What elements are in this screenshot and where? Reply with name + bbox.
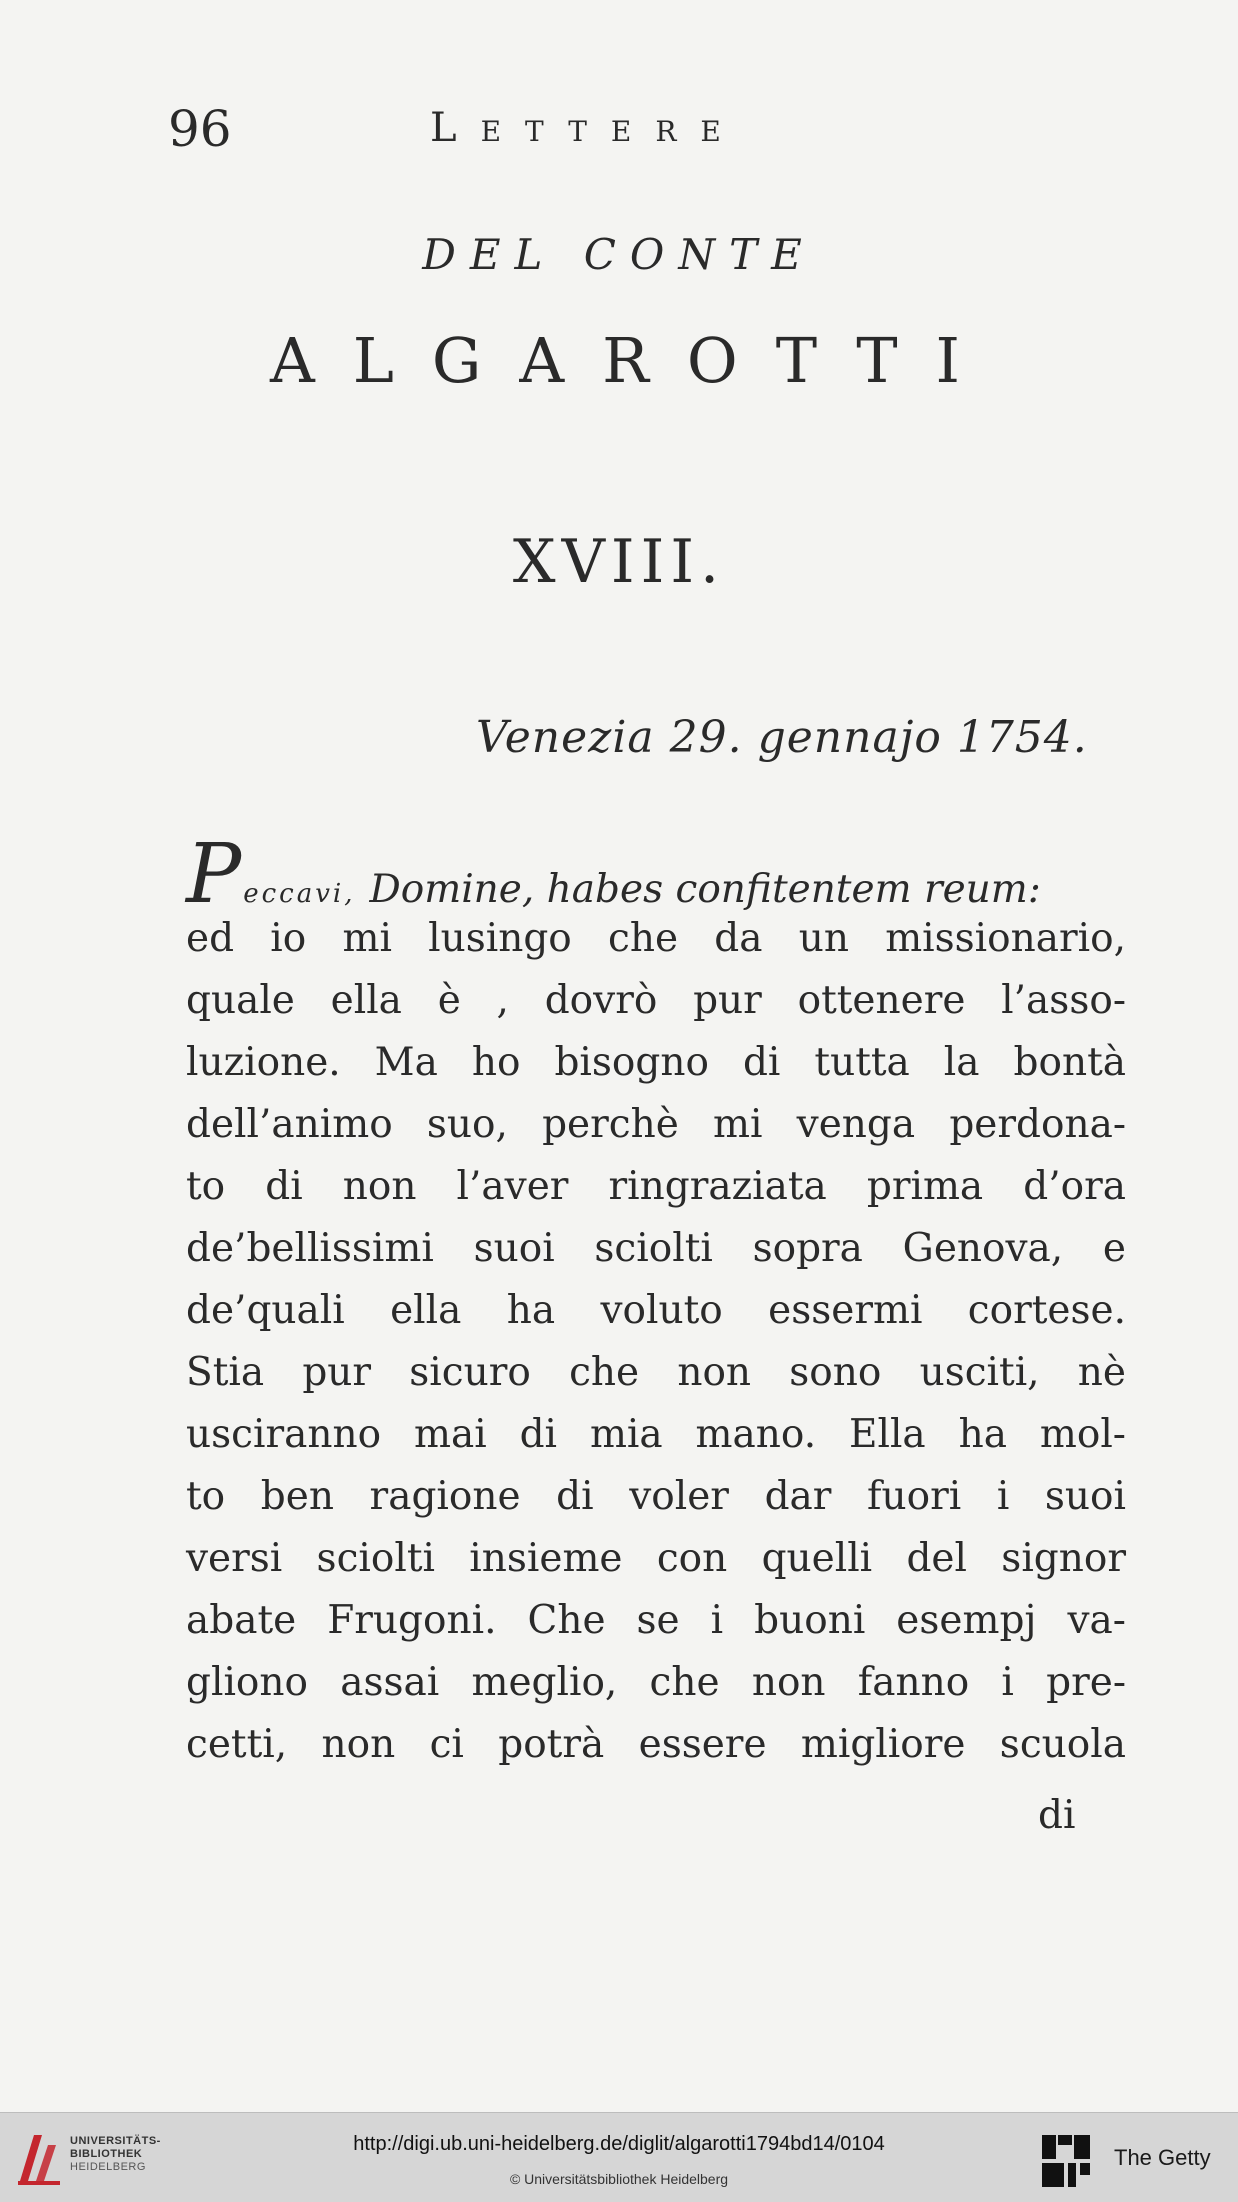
getty-logo-icon[interactable] — [1040, 2133, 1092, 2189]
title-author: ALGAROTTI — [269, 324, 999, 397]
running-head: Lettere — [430, 105, 745, 151]
letter-number: XVIII. — [512, 527, 726, 597]
page-number: 96 — [168, 100, 232, 158]
letter-first-line — [186, 827, 1126, 922]
copyright-notice: © Universitätsbibliothek Heidelberg — [509, 2171, 729, 2187]
text-line: gliono assai meglio, che non fanno i pre- — [186, 1660, 1126, 1705]
text-line: to ben ragione di voler dar fuori i suoi — [186, 1474, 1126, 1519]
text-line: usciranno mai di mia mano. Ella ha mol- — [186, 1412, 1126, 1457]
letter-dateline: Venezia 29. gennajo 1754. — [476, 712, 1088, 763]
text-line: versi sciolti insieme con quelli del signor — [186, 1536, 1126, 1581]
text-line: de’quali ella ha voluto essermi cortese. — [186, 1288, 1126, 1333]
text-line: dell’animo suo, perchè mi venga perdona- — [186, 1102, 1126, 1147]
title-subtitle: DEL CONTE — [422, 230, 816, 279]
text-line: Stia pur sicuro che non sono usciti, nè — [186, 1350, 1126, 1395]
text-line: luzione. Ma ho bisogno di tutta la bontà — [186, 1040, 1126, 1085]
library-name-line: HEIDELBERG — [70, 2161, 146, 2173]
catchword: di — [1038, 1793, 1076, 1838]
library-name-line: BIBLIOTHEK — [70, 2148, 143, 2160]
text-line: quale ella è , dovrò pur ottenere l’asso- — [186, 978, 1126, 1023]
viewer-footer-bar — [0, 2112, 1238, 2202]
permalink-url[interactable]: http://digi.ub.uni-heidelberg.de/diglit/algarotti1794bd14/0104 — [353, 2133, 885, 2155]
text-line: de’bellissimi suoi sciolti sopra Genova, e — [186, 1226, 1126, 1271]
first-line-text: Domine, habes confitentem reum: — [369, 867, 1041, 912]
text-line: to di non l’aver ringraziata prima d’ora — [186, 1164, 1126, 1209]
drop-cap: P — [186, 827, 242, 922]
letter-body — [186, 827, 1126, 1776]
text-line: ed io mi lusingo che da un missionario, — [186, 916, 1126, 961]
library-name-line: UNIVERSITÄTS- — [70, 2135, 161, 2147]
first-word-small-caps: eccavi, — [243, 879, 356, 909]
text-line: abate Frugoni. Che se i buoni esempj va- — [186, 1598, 1126, 1643]
text-line: cetti, non ci potrà essere migliore scuola — [186, 1722, 1126, 1767]
sponsor-name: The Getty — [1114, 2145, 1211, 2170]
